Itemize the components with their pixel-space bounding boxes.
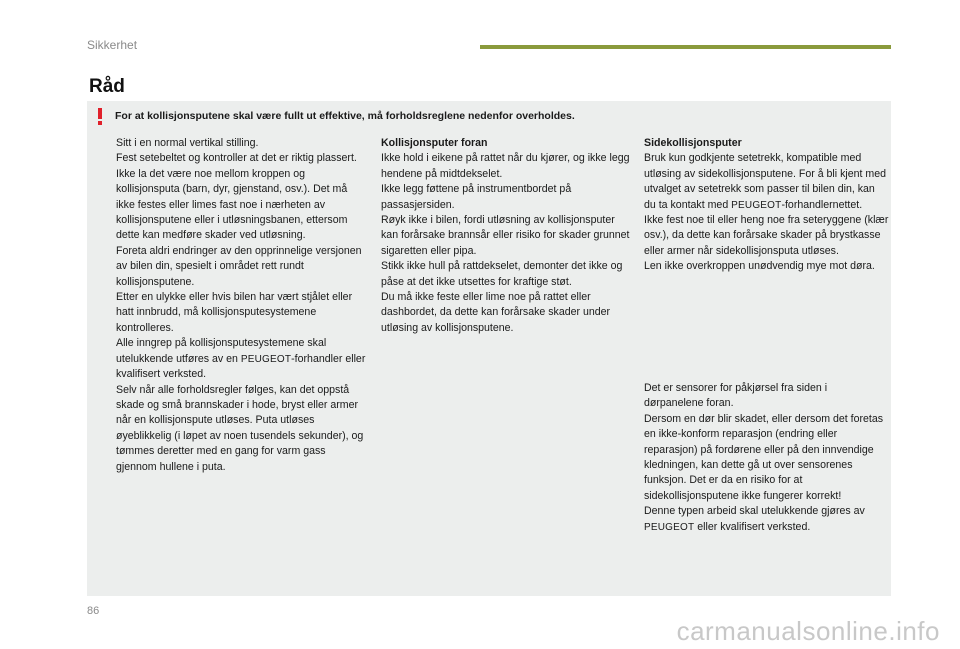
watermark: carmanualsonline.info: [676, 616, 940, 646]
paragraph: Alle inngrep på kollisjonsputesystemene skal utelukkende utføres av en PEUGEOT-forhandler eller kvalifisert verksted.: [116, 337, 366, 381]
paragraph: Ikke hold i eikene på rattet når du kjører, og ikke legg hendene på midtdekselet.: [381, 152, 630, 180]
paragraph: Denne typen arbeid skal utelukkende gjøres av PEUGEOT eller kvalifisert verksted.: [644, 505, 865, 533]
paragraph: Bruk kun godkjente setetrekk, kompatible med utløsing av sidekollisjonsputene. For å bli kjent med utvalget av setetrekk som passer til bilen din, kan du ta kontakt med PEUGEOT-forhandlernettet.: [644, 152, 887, 211]
header-accent-bar: [480, 45, 891, 49]
paragraph: Det er sensorer for påkjørsel fra siden i dørpanelene foran.: [644, 382, 828, 410]
brand-name: PEUGEOT: [731, 199, 782, 211]
paragraph: Ikke fest noe til eller heng noe fra seteryggene (klær osv.), da dette kan forårsake skader på brystkasse eller armer når sidekollisjonsputa utløses.: [644, 214, 889, 257]
warning-text: For at kollisjonsputene skal være fullt ut effektive, må forholdsreglene nedenfor overholdes.: [115, 110, 575, 122]
paragraph: Dersom en dør blir skadet, eller dersom det foretas en ikke-konform reparasjon (endring eller reparasjon) på fordørene eller på den innvendige kledningen, kan dette gå ut over sensorenes funksjon. Det er da en risiko for at sidekollisjonsputene ikke fungerer korrekt!: [644, 412, 884, 502]
paragraph: Foreta aldri endringer av den opprinnelige versjonen av bilen din, spesielt i området rett rundt kollisjonsputene.: [116, 244, 362, 288]
column-heading: Sidekollisjonsputer: [644, 137, 742, 149]
paragraph: Ikke la det være noe mellom kroppen og kollisjonsputa (barn, dyr, gjenstand, osv.). Det må ikke festes eller limes fast noe i nærheten av kollisjonsputene eller i utløsningsbanen, ettersom dette kan medføre skader ved utløsning.: [116, 167, 348, 242]
page-title: Råd: [89, 76, 125, 97]
column-general: [116, 136, 366, 475]
brand-name: PEUGEOT: [644, 521, 695, 533]
exclamation-warning-icon: [95, 108, 105, 125]
section-title: Sikkerhet: [87, 38, 138, 52]
column-front-airbags: [381, 136, 631, 336]
paragraph: Røyk ikke i bilen, fordi utløsning av kollisjonsputer kan forårsake brannsår eller risiko for skader grunnet sigaretten eller pipa.: [381, 214, 630, 257]
paragraph: Stikk ikke hull på rattdekselet, demonter det ikke og påse at det ikke utsettes for kraftige støt.: [381, 260, 623, 288]
page-number: 86: [87, 605, 100, 617]
paragraph: Sitt i en normal vertikal stilling.: [116, 137, 259, 149]
brand-name: PEUGEOT: [240, 353, 292, 365]
paragraph: Etter en ulykke eller hvis bilen har vært stjålet eller hatt innbrudd, må kollisjonsputesystemene kontrolleres.: [116, 291, 353, 334]
column-heading: Kollisjonsputer foran: [381, 137, 488, 149]
paragraph: Selv når alle forholdsregler følges, kan det oppstå skade og små brannskader i hode, bryst eller armer når en kollisjonspute utløses. Puta utløses øyeblikkelig (i løpet av noen tusendels sekunder), og tømmes deretter med en gang for varm gass gjennom hullene i puta.: [116, 383, 364, 473]
paragraph: Ikke legg føttene på instrumentbordet på passasjersiden.: [381, 183, 572, 211]
column-side-sensors: [644, 381, 889, 535]
paragraph: Len ikke overkroppen unødvendig mye mot døra.: [644, 260, 875, 273]
paragraph: Du må ikke feste eller lime noe på rattet eller dashbordet, da dette kan forårsake skader under utløsing av kollisjonsputene.: [381, 291, 611, 334]
paragraph: Fest setebeltet og kontroller at det er riktig plassert.: [116, 152, 357, 165]
column-side-airbags: [644, 136, 889, 275]
